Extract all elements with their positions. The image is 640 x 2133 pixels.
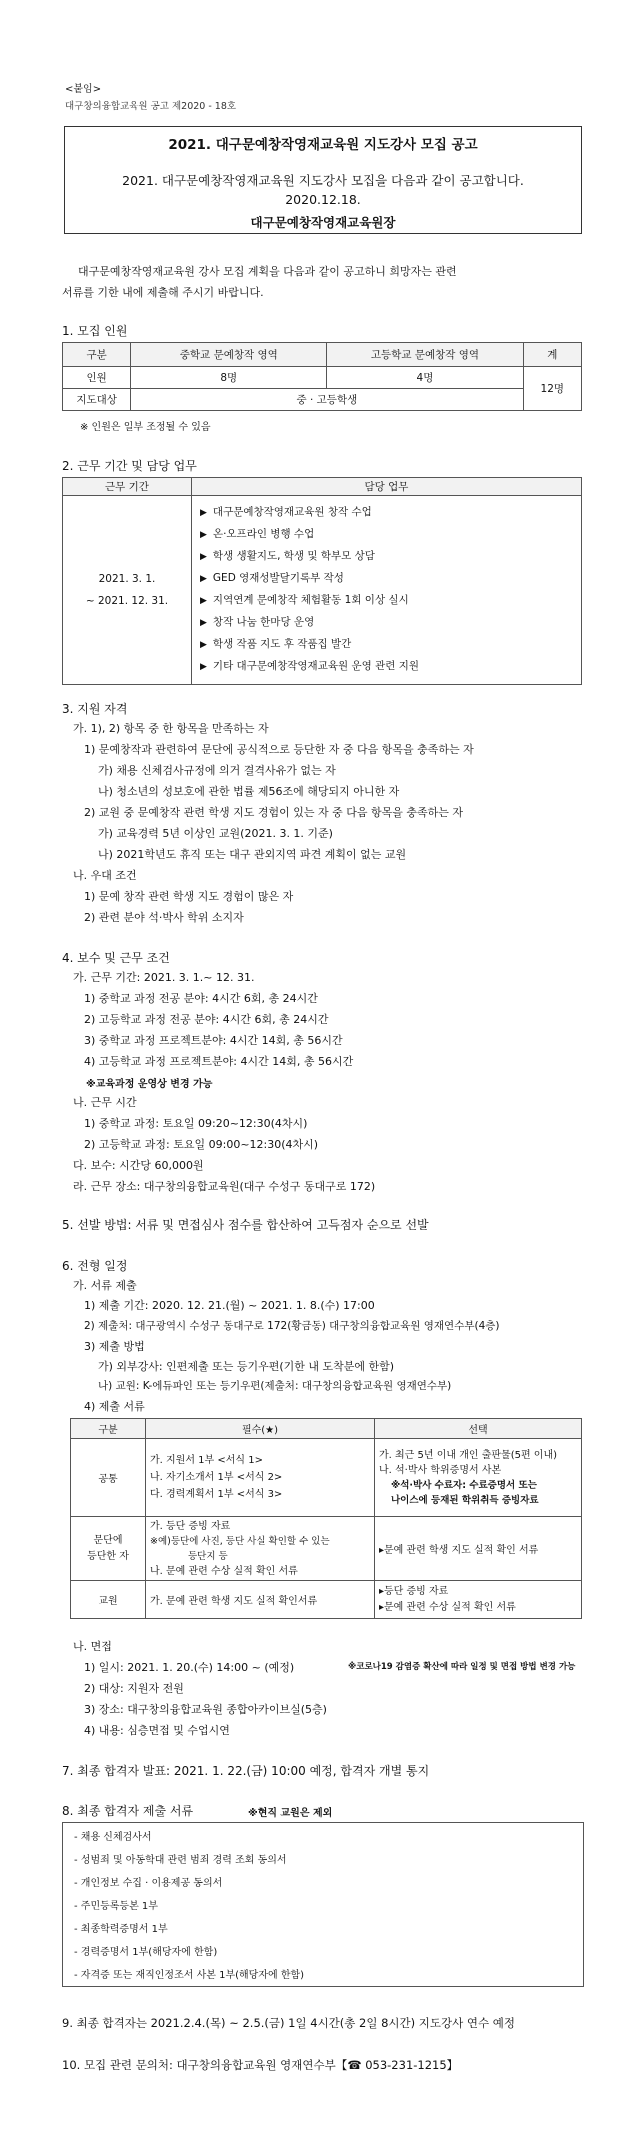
docs-required-item: 나. 문예 관련 수상 실적 확인 서류 [150,1565,298,1577]
qual-line: 1) 문예창작과 관련하여 문단에 공식적으로 등단한 자 중 다음 항목을 충족하는 자 [84,743,474,756]
section3-heading: 3. 지원 자격 [62,702,128,716]
docs-required-item: 가. 등단 증빙 자료 [150,1520,231,1532]
qual-line: 2) 교원 중 문예창작 관련 학생 지도 경험이 있는 자 중 다음 항목을 충족하는 자 [84,806,464,819]
docs-row-teacher-label: 교원 [71,1581,146,1619]
lead-paragraph-line2: 서류를 기한 내에 제출해 주시기 바랍니다. [62,286,264,299]
section2-heading: 2. 근무 기간 및 담당 업무 [62,459,197,473]
section4-heading: 4. 보수 및 근무 조건 [62,951,170,965]
duty-item: ▶ 기타 대구문예창작영재교육원 운영 관련 지원 [200,660,419,672]
duty-item: ▶ 학생 생활지도, 학생 및 학부모 상담 [200,550,375,562]
qual-line: 가) 교육경력 5년 이상인 교원(2021. 3. 1. 기준) [98,827,333,840]
docs-header-required: 필수(★) [146,1419,375,1439]
triangle-bullet-icon: ▶ [200,574,207,584]
lead-paragraph-line1: 대구문예창작영재교육원 강사 모집 계획을 다음과 같이 공고하니 희망자는 관련 [78,265,457,278]
interview-line: 4) 내용: 심층면접 및 수업시연 [84,1724,230,1737]
pay-line: 라. 근무 장소: 대구창의융합교육원(대구 수성구 동대구로 172) [73,1180,376,1193]
recruit-total: 12명 [523,367,581,411]
schedule-line: 가. 서류 제출 [73,1279,137,1292]
duty-item: ▶ 창작 나눔 한마당 운영 [200,616,315,628]
section6-heading: 6. 전형 일정 [62,1259,128,1273]
pay-line: 2) 고등학교 과정 전공 분야: 4시간 6회, 총 24시간 [84,1013,329,1026]
docs-required-note: ※예)등단에 사진, 등단 사실 확인할 수 있는 [150,1535,330,1547]
section1-heading: 1. 모집 인원 [62,324,128,338]
recruit-header-total: 계 [523,343,581,367]
pay-line: 1) 중학교 과정 전공 분야: 4시간 6회, 총 24시간 [84,992,318,1005]
recruit-header-category: 구분 [63,343,131,367]
section7-announcement: 7. 최종 합격자 발표: 2021. 1. 22.(금) 10:00 예정, 합격자 개별 통지 [62,1764,430,1778]
pay-line: 2) 고등학교 과정: 토요일 09:00~12:30(4차시) [84,1138,319,1151]
recruit-header-high: 고등학교 문예창작 영역 [327,343,523,367]
duty-item: ▶ 지역연계 문예창작 체험활동 1회 이상 실시 [200,594,409,606]
final-doc-item: - 성범죄 및 아동학대 관련 범죄 경력 조회 동의서 [74,1855,287,1866]
notice-title: 2021. 대구문예창작영재교육원 지도강사 모집 공고 [168,137,478,153]
interview-line: 3) 장소: 대구창의융합교육원 종합아카이브실(5층) [84,1703,327,1716]
interview-note: ※코로나19 감염증 확산에 따라 일정 및 면접 방법 변경 가능 [348,1662,576,1672]
docs-optional-item: 나. 석·박사 학위증명서 사본 [379,1464,502,1476]
final-doc-item: - 최종학력증명서 1부 [74,1924,168,1935]
duty-period-end: ~ 2021. 12. 31. [85,595,169,607]
triangle-bullet-icon: ▶ [200,530,207,540]
target-value: 중 · 고등학생 [131,389,523,411]
schedule-line: 나) 교원: K-에듀파인 또는 등기우편(제출처: 대구창의융합교육원 영재연수부) [98,1380,452,1392]
qual-line: 가. 1), 2) 항목 중 한 항목을 만족하는 자 [73,722,269,735]
section10-contact: 10. 모집 관련 문의처: 대구창의융합교육원 영재연수부【☎ 053-231-1215】 [62,2058,459,2072]
pay-line: 4) 고등학교 과정 프로젝트분야: 4시간 14회, 총 56시간 [84,1055,354,1068]
docs-header-optional: 선택 [375,1419,582,1439]
notice-number: 대구창의융합교육원 공고 제2020 - 18호 [65,101,237,112]
section8-heading: 8. 최종 합격자 제출 서류 [62,1804,194,1818]
interview-line: 2) 대상: 지원자 전원 [84,1682,184,1695]
interview-line: 1) 일시: 2021. 1. 20.(수) 14:00 ~ (예정) [84,1661,295,1674]
docs-header-category: 구분 [71,1419,146,1439]
duty-item: ▶ GED 영재성발달기록부 작성 [200,572,344,584]
notice-issuer: 대구문예창작영재교육원장 [250,215,396,230]
docs-required-item: 나. 자기소개서 1부 <서식 2> [150,1472,283,1483]
section5-selection: 5. 선발 방법: 서류 및 면접심사 점수를 합산하여 고득점자 순으로 선발 [62,1218,429,1232]
qual-line: 나) 청소년의 성보호에 관한 법률 제56조에 해당되지 아니한 자 [98,785,400,798]
final-doc-item: - 경력증명서 1부(해당자에 한함) [74,1947,218,1958]
docs-optional-item: ▸등단 증빙 자료 [379,1585,449,1597]
final-doc-item: - 채용 신체검사서 [74,1832,152,1843]
final-doc-item: - 개인정보 수집 · 이용제공 동의서 [74,1878,223,1889]
qual-line: 가) 채용 신체검사규정에 의거 결격사유가 없는 자 [98,764,336,777]
docs-optional-note: ※석·박사 수료자: 수료증명서 또는 [391,1479,537,1491]
target-label: 지도대상 [63,389,131,411]
duty-header-tasks: 담당 업무 [192,478,582,496]
qual-line: 1) 문예 창작 관련 학생 지도 경험이 많은 자 [84,890,294,903]
schedule-line: 3) 제출 방법 [84,1340,145,1353]
duty-item: ▶ 대구문예창작영재교육원 창작 수업 [200,506,372,518]
triangle-bullet-icon: ▶ [200,662,207,672]
qual-line: 2) 관련 분야 석·박사 학위 소지자 [84,911,244,924]
triangle-bullet-icon: ▶ [200,596,207,606]
recruit-note: ※ 인원은 일부 조정될 수 있음 [80,422,211,433]
pay-line: 나. 근무 시간 [73,1096,137,1109]
section9-training: 9. 최종 합격자는 2021.2.4.(목) ~ 2.5.(금) 1일 4시간(총 2일 8시간) 지도강사 연수 예정 [62,2016,515,2030]
docs-optional-item: 가. 최근 5년 이내 개인 출판물(5편 이내) [379,1449,558,1461]
triangle-bullet-icon: ▶ [200,640,207,650]
docs-row-writer-label: 등단한 자 [87,1550,129,1562]
recruit-middle-count: 8명 [131,367,327,389]
duty-table [62,477,582,685]
notice-intro: 2021. 대구문예창작영재교육원 지도강사 모집을 다음과 같이 공고합니다. [122,173,524,188]
docs-required-note: 등단지 등 [188,1550,228,1562]
duty-item: ▶ 온·오프라인 병행 수업 [200,528,315,540]
duty-item: ▶ 학생 작품 지도 후 작품집 발간 [200,638,352,650]
docs-required-item: 가. 지원서 1부 <서식 1> [150,1455,263,1466]
pay-line: 가. 근무 기간: 2021. 3. 1.~ 12. 31. [73,971,255,984]
notice-date: 2020.12.18. [285,192,361,207]
qual-line: 나) 2021학년도 휴직 또는 대구 관외지역 파견 계획이 없는 교원 [98,848,407,861]
duty-period-start: 2021. 3. 1. [98,573,156,585]
pay-line: 다. 보수: 시간당 60,000원 [73,1159,204,1172]
docs-optional-item: ▸문예 관련 수상 실적 확인 서류 [379,1601,516,1613]
pay-note: ※교육과정 운영상 변경 가능 [86,1079,213,1090]
section8-note: ※현직 교원은 제외 [248,1808,333,1819]
recruit-high-count: 4명 [327,367,523,389]
docs-optional-note: 나이스에 등재된 학위취득 증빙자료 [391,1494,539,1506]
attachment-label: <붙임> [65,84,102,95]
pay-line: 3) 중학교 과정 프로젝트분야: 4시간 14회, 총 56시간 [84,1034,343,1047]
documents-table [70,1418,582,1619]
duty-header-period: 근무 기간 [63,478,192,496]
qual-line: 나. 우대 조건 [73,869,137,882]
triangle-bullet-icon: ▶ [200,618,207,628]
final-doc-item: - 자격증 또는 재직인정조서 사본 1부(해당자에 한함) [74,1970,305,1981]
recruit-header-middle: 중학교 문예창작 영역 [131,343,327,367]
docs-required-item: 다. 경력계획서 1부 <서식 3> [150,1489,283,1500]
schedule-line: 4) 제출 서류 [84,1400,145,1413]
recruit-table [62,342,582,411]
recruit-row-label: 인원 [63,367,131,389]
final-doc-item: - 주민등록등본 1부 [74,1901,158,1912]
docs-row-writer-label: 문단에 [93,1534,123,1546]
triangle-bullet-icon: ▶ [200,508,207,518]
triangle-bullet-icon: ▶ [200,552,207,562]
docs-required-item: 가. 문예 관련 학생 지도 실적 확인서류 [146,1581,375,1619]
schedule-line: 1) 제출 기간: 2020. 12. 21.(월) ~ 2021. 1. 8.(수) 17:00 [84,1299,375,1312]
docs-row-common-label: 공통 [71,1439,146,1517]
pay-line: 1) 중학교 과정: 토요일 09:20~12:30(4차시) [84,1117,308,1130]
duty-list [192,496,582,685]
schedule-line: 2) 제출처: 대구광역시 수성구 동대구로 172(황금동) 대구창의융합교육원 영재연수부(4층) [84,1320,500,1332]
interview-line: 나. 면접 [73,1640,112,1653]
docs-optional-item: ▸문예 관련 학생 지도 실적 확인 서류 [375,1517,582,1581]
schedule-line: 가) 외부강사: 인편제출 또는 등기우편(기한 내 도착분에 한함) [98,1360,395,1373]
